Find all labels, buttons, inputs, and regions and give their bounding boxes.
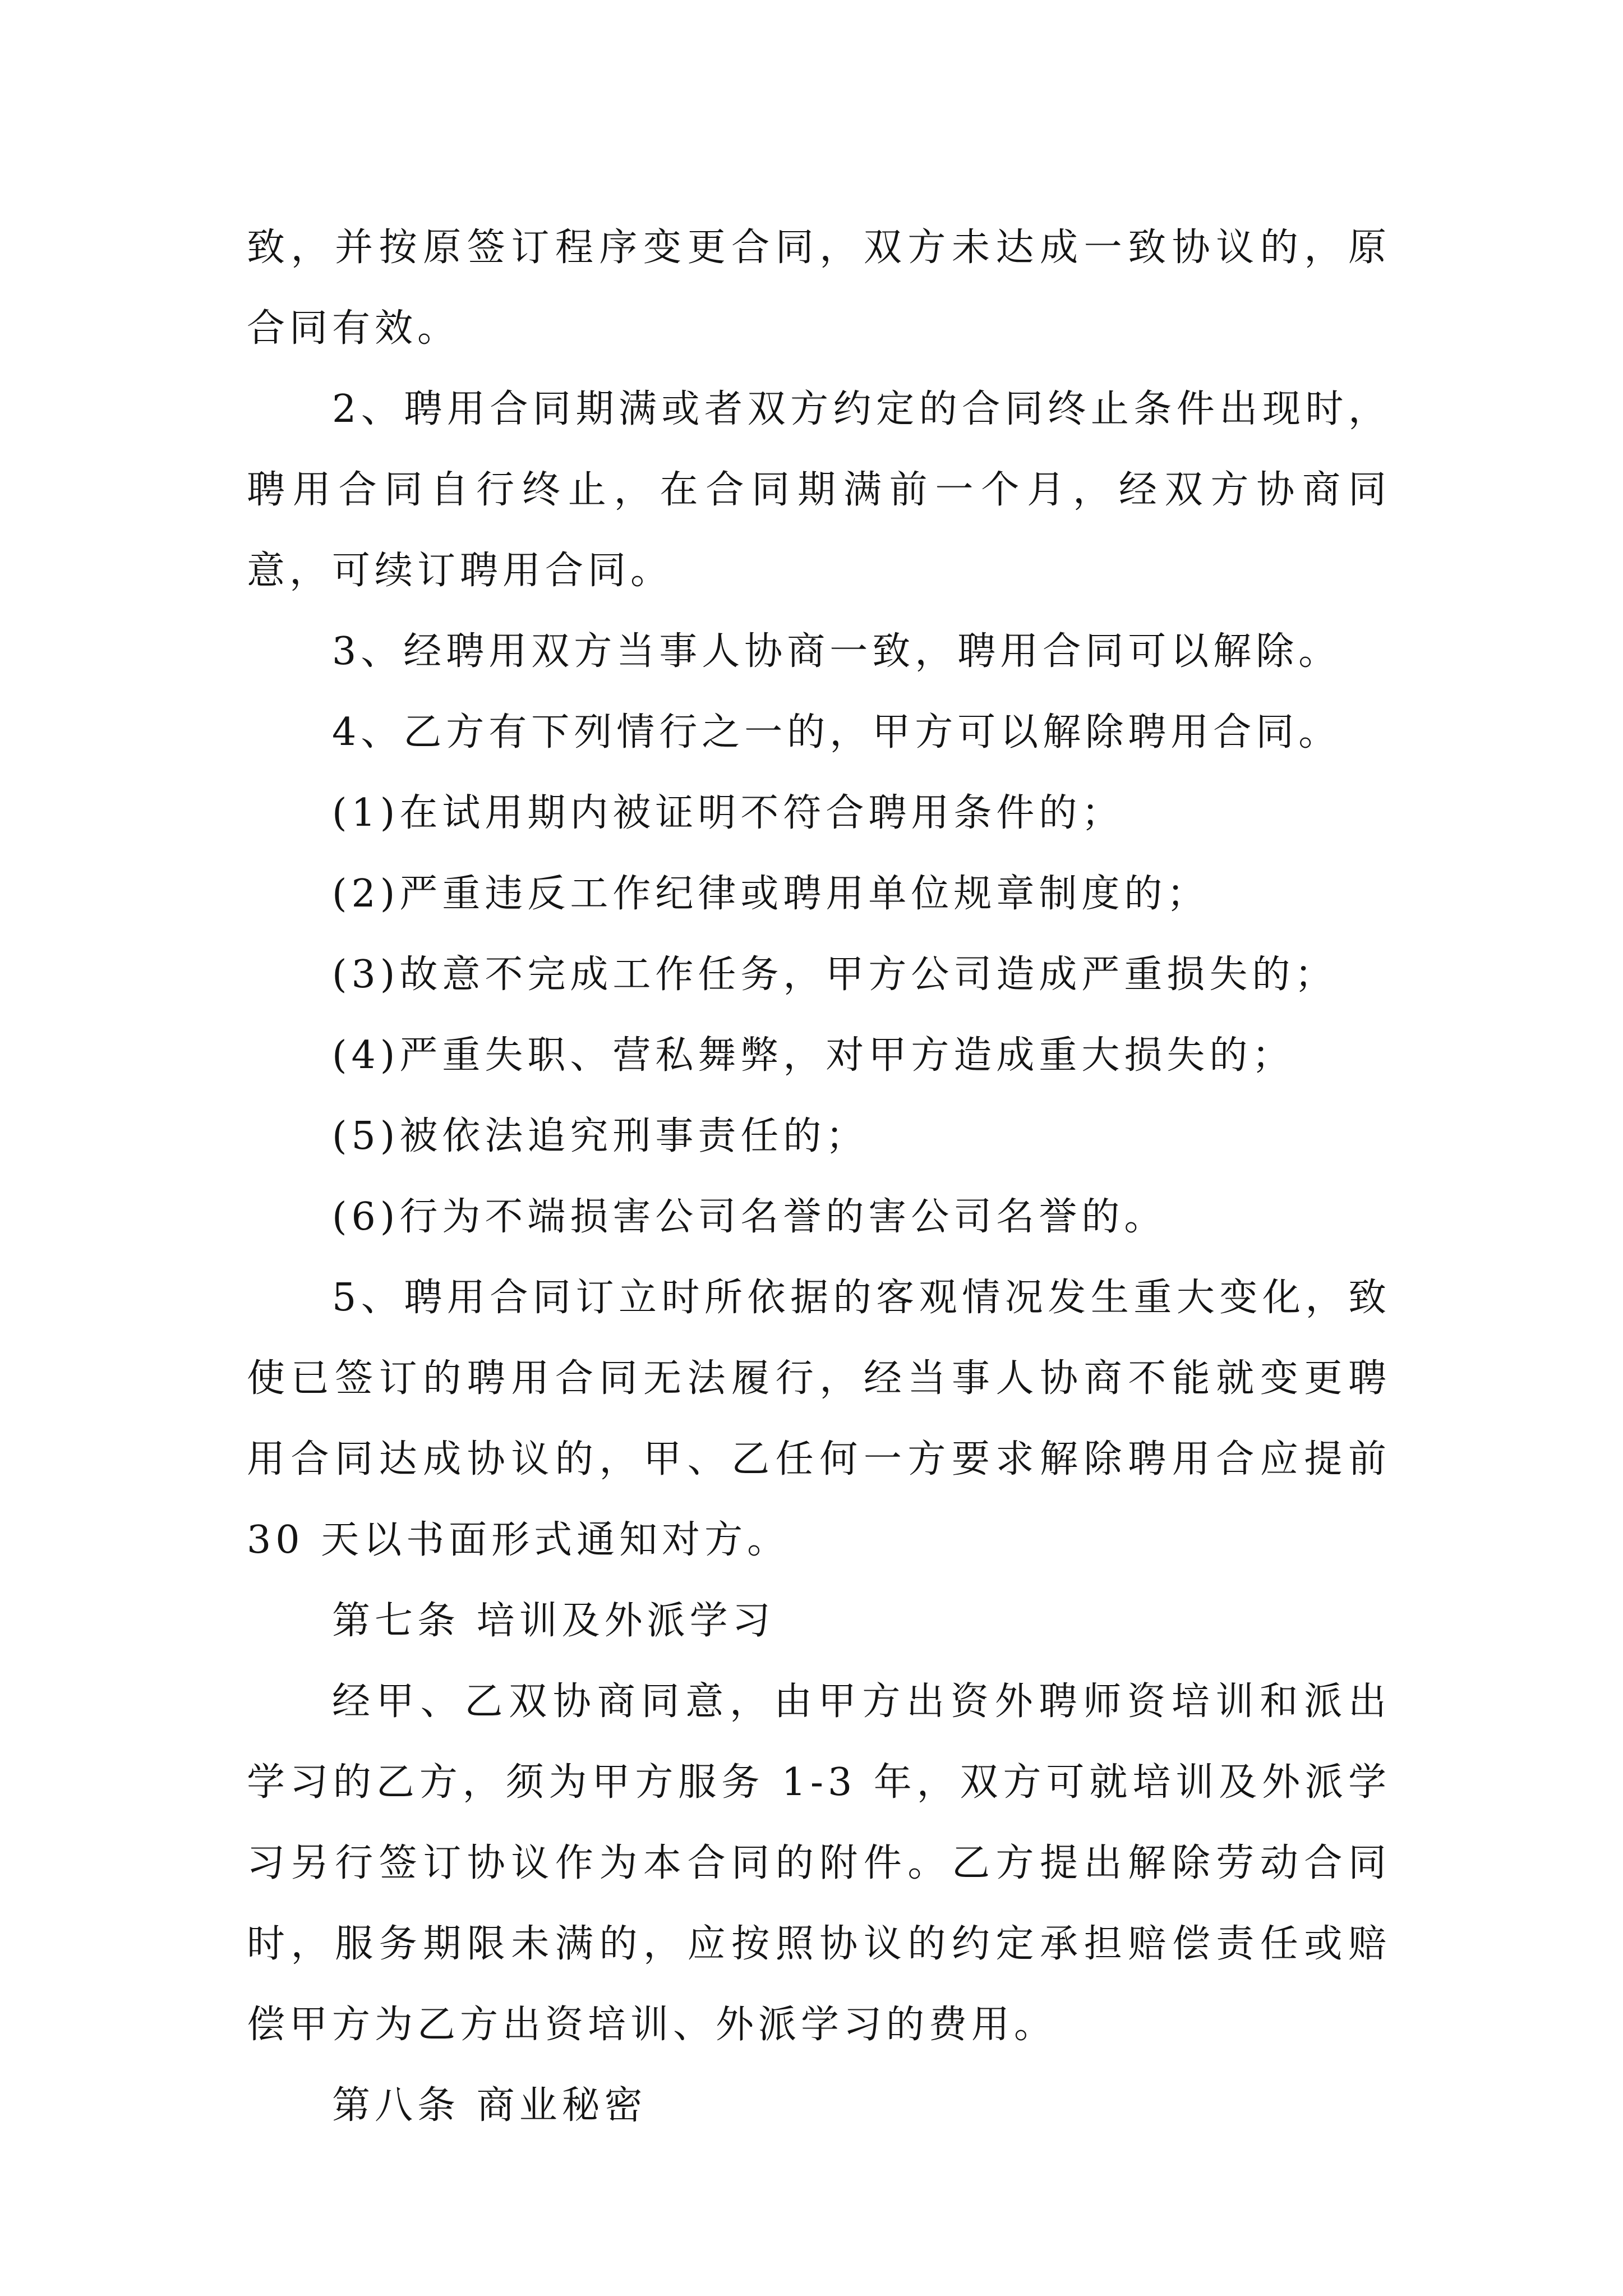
clause-4-item-1: (1)在试用期内被证明不符合聘用条件的； [332, 791, 1124, 835]
clause-4-item-2: (2)严重违反工作纪律或聘用单位规章制度的； [332, 872, 1210, 916]
article-8-heading: 第八条 商业秘密 [332, 2083, 647, 2128]
clause-4-item-4: (4)严重失职、营私舞弊，对甲方造成重大损失的； [332, 1033, 1295, 1078]
clause-4-item-5: (5)被依法追究刑事责任的； [332, 1114, 869, 1158]
paragraph-continuation: 致，并按原签订程序变更合同，双方未达成一致协议的，原合同有效。 [247, 226, 1391, 351]
clause-4: 4、乙方有下列情行之一的，甲方可以解除聘用合同。 [332, 710, 1341, 754]
clause-4-item-6: (6)行为不端损害公司名誉的害公司名誉的。 [332, 1195, 1167, 1239]
document-body [247, 208, 1391, 2146]
clause-5: 5、聘用合同订立时所依据的客观情况发生重大变化，致使已签订的聘用合同无法履行，经当事人协商不能就变更聘用合同达成协议的，甲、乙任何一方要求解除聘用合应提前 30 天以书面形式通知对方。 [247, 1276, 1391, 1562]
article-7-body: 经甲、乙双协商同意，由甲方出资外聘师资培训和派出学习的乙方，须为甲方服务 1-3 年，双方可就培训及外派学习另行签订协议作为本合同的附件。乙方提出解除劳动合同时，服务期限未满的，应按照协议的约定承担赔偿责任或赔偿甲方为乙方出资培训、外派学习的费用。 [247, 1680, 1391, 2047]
clause-3: 3、经聘用双方当事人协商一致，聘用合同可以解除。 [332, 629, 1341, 674]
clause-4-item-3: (3)故意不完成工作任务，甲方公司造成严重损失的； [332, 953, 1338, 997]
clause-2: 2、聘用合同期满或者双方约定的合同终止条件出现时，聘用合同自行终止，在合同期满前一个月，经双方协商同意，可续订聘用合同。 [247, 387, 1391, 593]
article-7-heading: 第七条 培训及外派学习 [332, 1599, 775, 1643]
